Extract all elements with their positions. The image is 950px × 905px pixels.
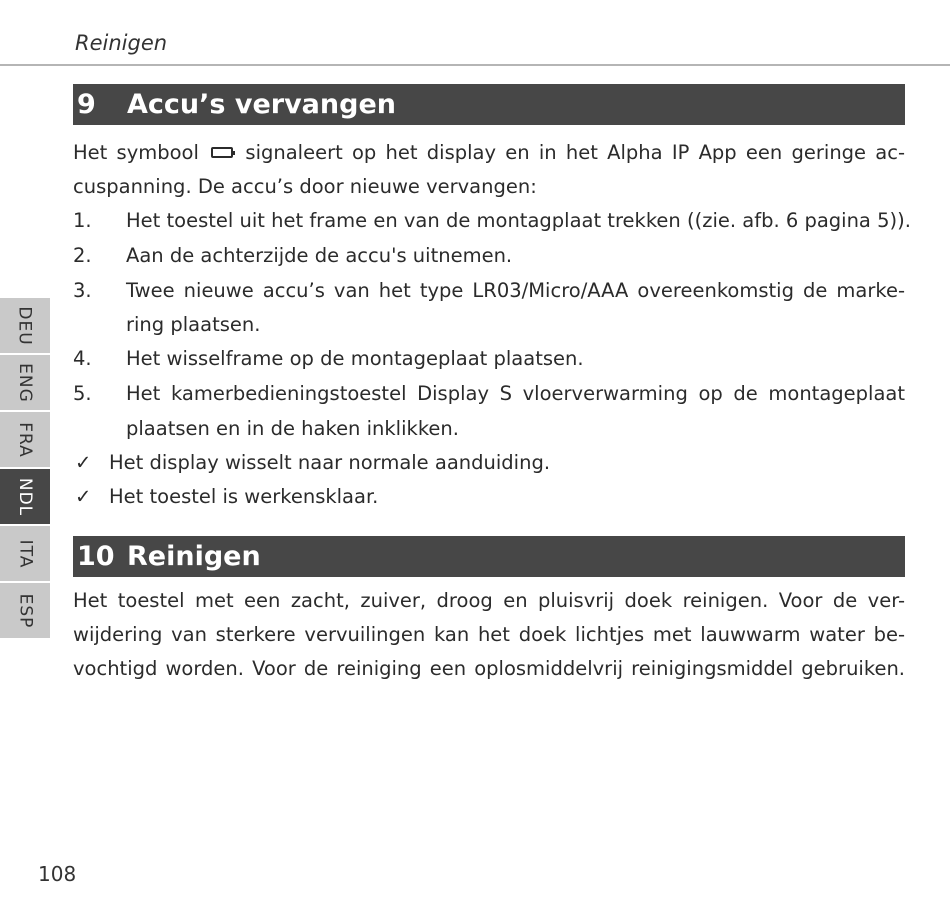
tab-fra[interactable]: FRA: [0, 412, 50, 467]
battery-low-icon: [211, 147, 233, 158]
step-number: 5.: [73, 382, 92, 405]
section-number: 9: [77, 89, 96, 120]
step-number: 1.: [73, 209, 92, 232]
paragraph-line: vochtigd worden. Voor de reiniging een oplosmiddelvrij reinigingsmiddel gebruiken.: [73, 657, 905, 680]
section-title: Reinigen: [127, 541, 261, 572]
section-title: Accu’s vervangen: [127, 89, 396, 120]
step-number: 3.: [73, 279, 92, 302]
step-text: Twee nieuwe accu’s van het type LR03/Micro/AAA overeenkomstig de marke-: [126, 279, 905, 302]
language-tabs: [0, 298, 50, 640]
step-text-continued: plaatsen en in de haken inklikken.: [126, 417, 459, 440]
step-number: 4.: [73, 347, 92, 370]
checkmark-icon: ✓: [75, 451, 92, 474]
step-text: Het toestel uit het frame en van de montagplaat trekken ((zie. afb. 6 pagina 5)).: [126, 209, 911, 232]
section-number: 10: [77, 541, 115, 572]
step-text: Het wisselframe op de montageplaat plaatsen.: [126, 347, 584, 370]
tab-eng[interactable]: ENG: [0, 355, 50, 410]
section-9-heading: [73, 84, 905, 125]
paragraph-line: wijdering van sterkere vervuilingen kan het doek lichtjes met lauwwarm water be-: [73, 623, 905, 646]
result-text: Het toestel is werkensklaar.: [109, 485, 379, 508]
step-text: Het kamerbedieningstoestel Display S vloerverwarming op de montageplaat: [126, 382, 905, 405]
intro-line-1: Het symbool signaleert op het display en in het Alpha IP App een geringe ac-: [73, 141, 906, 164]
step-number: 2.: [73, 244, 92, 267]
header-rule: [0, 64, 950, 66]
step-text: Aan de achterzijde de accu's uitnemen.: [126, 244, 513, 267]
section-10-heading: [73, 536, 905, 577]
tab-esp[interactable]: ESP: [0, 583, 50, 638]
running-header: Reinigen: [75, 31, 168, 55]
intro-line-2: cuspanning. De accu’s door nieuwe vervangen:: [73, 175, 537, 198]
checkmark-icon: ✓: [75, 485, 92, 508]
tab-deu[interactable]: DEU: [0, 298, 50, 353]
page-number: 108: [38, 862, 77, 886]
step-text-continued: ring plaatsen.: [126, 313, 261, 336]
tab-ndl[interactable]: NDL: [0, 469, 50, 524]
result-text: Het display wisselt naar normale aanduiding.: [109, 451, 551, 474]
paragraph-line: Het toestel met een zacht, zuiver, droog en pluisvrij doek reinigen. Voor de ver-: [73, 589, 905, 612]
tab-ita[interactable]: ITA: [0, 526, 50, 581]
